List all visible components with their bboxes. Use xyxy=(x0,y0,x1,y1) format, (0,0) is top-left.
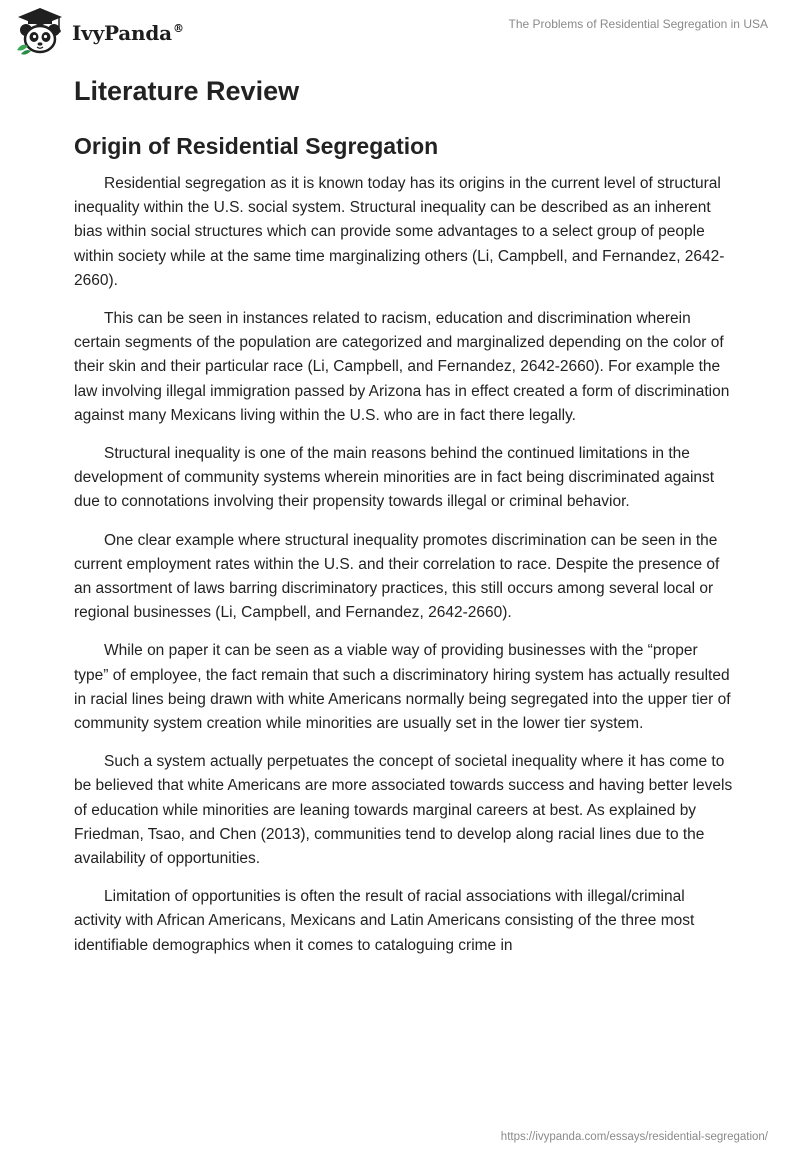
registered-mark: ® xyxy=(172,22,184,36)
paragraph-2: This can be seen in instances related to racism, education and discrimination wherein certain segments of the population are categorized and marginalized depending on the color of their skin and their particular race (Li, Campbell, and Fernandez, 2642-2660). For example the law involving illegal immigration passed by Arizona has in effect created a form of discrimination against many Mexicans living within the U.S. who are in fact there legally. xyxy=(74,310,730,424)
brand-name: IvyPanda® xyxy=(72,21,184,45)
panda-graduate-icon xyxy=(14,6,66,56)
section-heading: Literature Review xyxy=(74,76,300,106)
paragraph-4: One clear example where structural inequality promotes discrimination can be seen in the current employment rates within the U.S. and their correlation to race. Despite the presence of an assortment of laws barring discriminatory practices, this still occurs among several local or regional businesses (Li, Campbell, and Fernandez, 2642-2660). xyxy=(74,531,720,622)
paragraph-5: While on paper it can be seen as a viable way of providing businesses with the “proper type” of employee, the fact remain that such a discriminatory hiring system has actually resulted in racial lines being drawn with white Americans normally being segregated into the upper tier of community system creation while minorities are usually set in the lower tier system. xyxy=(74,642,731,733)
page-header xyxy=(0,0,800,60)
document-title: The Problems of Residential Segregation in USA xyxy=(508,17,768,31)
article-body xyxy=(74,70,734,972)
brand-logo[interactable] xyxy=(14,6,184,56)
paragraph-7: Limitation of opportunities is often the result of racial associations with illegal/criminal activity with African Americans, Mexicans and Latin Americans consisting of the three most identifiable demographics when it comes to cataloguing crime in xyxy=(74,888,695,954)
paragraph-6: Such a system actually perpetuates the concept of societal inequality where it has come to be believed that white Americans are more associated towards success and having better levels of education while minorities are leaning towards marginal careers at best. As explained by Friedman, Tsao, and Chen (2013), communities tend to develop along racial lines due to the availability of opportunities. xyxy=(74,753,733,868)
paragraph-1: Residential segregation as it is known today has its origins in the current level of structural inequality within the U.S. social system. Structural inequality can be described as an inherent bias within social structures which can provide some advantages to a select group of people within society while at the same time marginalizing others (Li, Campbell, and Fernandez, 2642-2660). xyxy=(74,175,725,289)
subsection-heading: Origin of Residential Segregation xyxy=(74,133,439,159)
paragraph-3: Structural inequality is one of the main reasons behind the continued limitations in the development of community systems wherein minorities are in fact being discriminated against due to connotations involving their propensity towards illegal or criminal behavior. xyxy=(74,445,715,511)
source-url-link[interactable]: https://ivypanda.com/essays/residential-segregation/ xyxy=(500,1131,768,1143)
